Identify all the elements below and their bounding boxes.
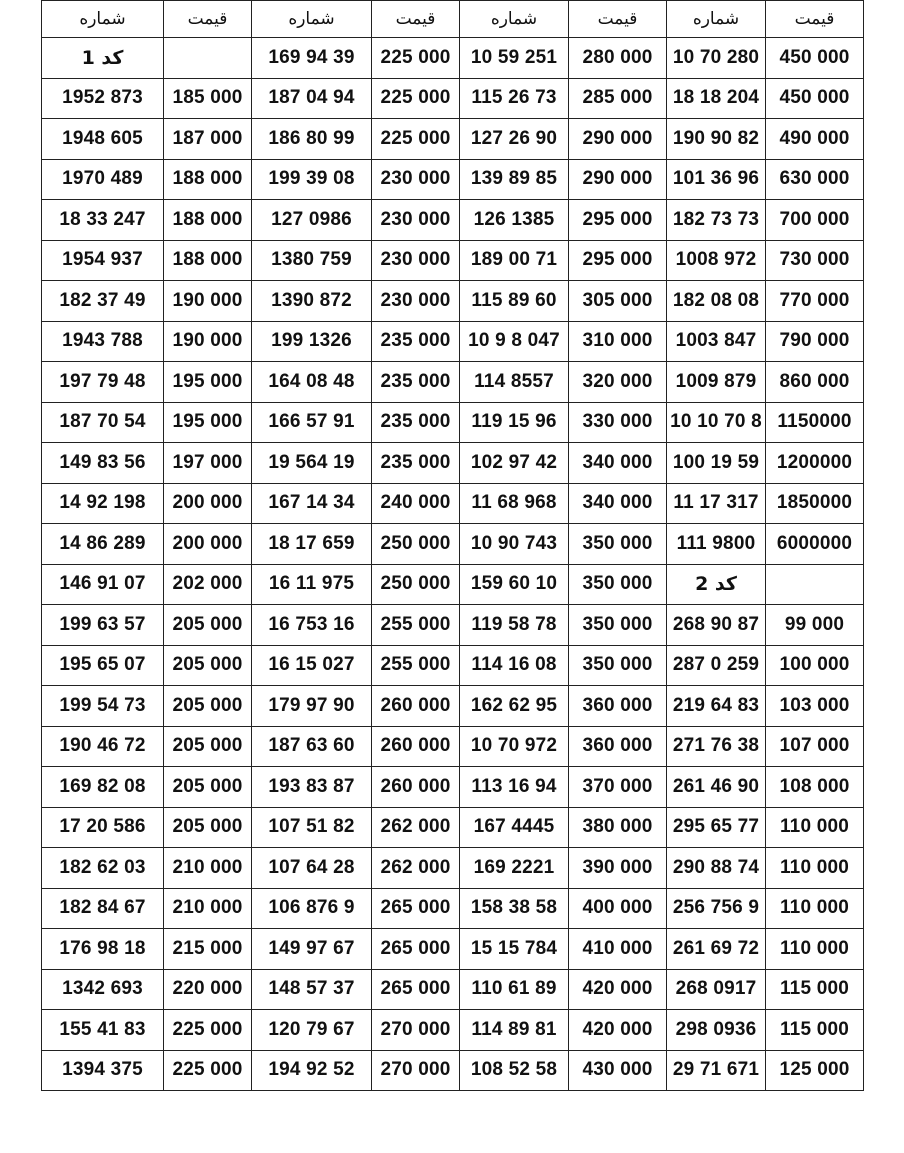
number-cell: 187 04 94 bbox=[252, 78, 372, 119]
number-cell: 126 1385 bbox=[460, 200, 569, 241]
number-cell: 290 88 74 bbox=[667, 848, 766, 889]
table-row bbox=[42, 159, 864, 200]
number-cell: 193 83 87 bbox=[252, 767, 372, 808]
table-row bbox=[42, 767, 864, 808]
price-cell: 262 000 bbox=[372, 807, 460, 848]
number-cell: 159 60 10 bbox=[460, 564, 569, 605]
number-cell: 287 0 259 bbox=[667, 645, 766, 686]
price-cell: 230 000 bbox=[372, 240, 460, 281]
price-cell: 230 000 bbox=[372, 281, 460, 322]
price-cell: 188 000 bbox=[164, 200, 252, 241]
table-row bbox=[42, 807, 864, 848]
table-row bbox=[42, 564, 864, 605]
price-cell: 420 000 bbox=[569, 969, 667, 1010]
price-cell: 110 000 bbox=[766, 807, 864, 848]
number-cell: 10 59 251 bbox=[460, 38, 569, 79]
price-cell: 220 000 bbox=[164, 969, 252, 1010]
price-cell: 185 000 bbox=[164, 78, 252, 119]
price-cell: 260 000 bbox=[372, 686, 460, 727]
column-header-price: قيمت bbox=[569, 1, 667, 38]
number-cell: 162 62 95 bbox=[460, 686, 569, 727]
number-cell: 139 89 85 bbox=[460, 159, 569, 200]
number-cell: 169 94 39 bbox=[252, 38, 372, 79]
price-cell: 125 000 bbox=[766, 1050, 864, 1091]
number-cell: 146 91 07 bbox=[42, 564, 164, 605]
number-cell: 119 15 96 bbox=[460, 402, 569, 443]
number-cell: 16 753 16 bbox=[252, 605, 372, 646]
price-cell: 225 000 bbox=[372, 38, 460, 79]
price-cell: 205 000 bbox=[164, 605, 252, 646]
table-row bbox=[42, 848, 864, 889]
price-cell: 99 000 bbox=[766, 605, 864, 646]
price-cell: 200 000 bbox=[164, 483, 252, 524]
price-cell: 205 000 bbox=[164, 645, 252, 686]
price-cell: 260 000 bbox=[372, 726, 460, 767]
table-row bbox=[42, 78, 864, 119]
number-cell: 114 8557 bbox=[460, 362, 569, 403]
table-row bbox=[42, 969, 864, 1010]
number-cell: 268 90 87 bbox=[667, 605, 766, 646]
number-cell: 127 0986 bbox=[252, 200, 372, 241]
column-header-number: شماره bbox=[42, 1, 164, 38]
number-cell: 271 76 38 bbox=[667, 726, 766, 767]
price-cell: 250 000 bbox=[372, 564, 460, 605]
price-cell: 115 000 bbox=[766, 1010, 864, 1051]
number-cell: 114 89 81 bbox=[460, 1010, 569, 1051]
number-cell: 17 20 586 bbox=[42, 807, 164, 848]
price-cell: 235 000 bbox=[372, 402, 460, 443]
number-cell: 176 98 18 bbox=[42, 929, 164, 970]
price-cell: 205 000 bbox=[164, 686, 252, 727]
price-cell: 190 000 bbox=[164, 321, 252, 362]
price-cell: 110 000 bbox=[766, 848, 864, 889]
price-cell: 390 000 bbox=[569, 848, 667, 889]
number-cell: 167 4445 bbox=[460, 807, 569, 848]
price-cell: 190 000 bbox=[164, 281, 252, 322]
number-cell: 10 9 8 047 bbox=[460, 321, 569, 362]
column-header-number: شماره bbox=[252, 1, 372, 38]
price-cell: 305 000 bbox=[569, 281, 667, 322]
price-cell: 202 000 bbox=[164, 564, 252, 605]
number-cell: 158 38 58 bbox=[460, 888, 569, 929]
number-cell: 189 00 71 bbox=[460, 240, 569, 281]
price-cell: 265 000 bbox=[372, 888, 460, 929]
number-cell: 10 90 743 bbox=[460, 524, 569, 565]
number-cell: 182 62 03 bbox=[42, 848, 164, 889]
price-cell: 295 000 bbox=[569, 240, 667, 281]
number-cell: 182 08 08 bbox=[667, 281, 766, 322]
number-cell: 194 92 52 bbox=[252, 1050, 372, 1091]
price-cell: 860 000 bbox=[766, 362, 864, 403]
number-cell: 127 26 90 bbox=[460, 119, 569, 160]
table-row bbox=[42, 362, 864, 403]
price-cell: 115 000 bbox=[766, 969, 864, 1010]
price-cell: 360 000 bbox=[569, 726, 667, 767]
table-row bbox=[42, 240, 864, 281]
price-cell: 430 000 bbox=[569, 1050, 667, 1091]
number-cell: 199 39 08 bbox=[252, 159, 372, 200]
number-cell: 182 37 49 bbox=[42, 281, 164, 322]
price-cell: 110 000 bbox=[766, 888, 864, 929]
price-cell: 1200000 bbox=[766, 443, 864, 484]
price-cell: 410 000 bbox=[569, 929, 667, 970]
price-cell: 107 000 bbox=[766, 726, 864, 767]
number-cell: 115 89 60 bbox=[460, 281, 569, 322]
number-cell: 256 756 9 bbox=[667, 888, 766, 929]
code-section-label: كد 1 bbox=[42, 38, 164, 79]
price-cell: 235 000 bbox=[372, 321, 460, 362]
price-cell: 225 000 bbox=[372, 78, 460, 119]
number-cell: 199 54 73 bbox=[42, 686, 164, 727]
number-cell: 1003 847 bbox=[667, 321, 766, 362]
price-cell: 200 000 bbox=[164, 524, 252, 565]
code-section-label: كد 2 bbox=[667, 564, 766, 605]
table-row bbox=[42, 726, 864, 767]
price-cell: 340 000 bbox=[569, 443, 667, 484]
number-cell: 179 97 90 bbox=[252, 686, 372, 727]
number-cell: 199 63 57 bbox=[42, 605, 164, 646]
number-cell: 16 11 975 bbox=[252, 564, 372, 605]
price-cell: 380 000 bbox=[569, 807, 667, 848]
table-header-row bbox=[42, 1, 864, 38]
number-cell: 298 0936 bbox=[667, 1010, 766, 1051]
price-cell: 230 000 bbox=[372, 159, 460, 200]
price-cell: 450 000 bbox=[766, 38, 864, 79]
number-cell: 1342 693 bbox=[42, 969, 164, 1010]
price-cell: 205 000 bbox=[164, 726, 252, 767]
price-cell: 197 000 bbox=[164, 443, 252, 484]
price-cell: 630 000 bbox=[766, 159, 864, 200]
table-row bbox=[42, 1010, 864, 1051]
number-cell: 106 876 9 bbox=[252, 888, 372, 929]
price-cell: 100 000 bbox=[766, 645, 864, 686]
number-cell: 261 69 72 bbox=[667, 929, 766, 970]
number-cell: 111 9800 bbox=[667, 524, 766, 565]
number-cell: 100 19 59 bbox=[667, 443, 766, 484]
number-cell: 1394 375 bbox=[42, 1050, 164, 1091]
price-cell: 265 000 bbox=[372, 969, 460, 1010]
number-cell: 107 51 82 bbox=[252, 807, 372, 848]
number-cell: 195 65 07 bbox=[42, 645, 164, 686]
number-cell: 14 92 198 bbox=[42, 483, 164, 524]
price-cell: 450 000 bbox=[766, 78, 864, 119]
price-cell: 770 000 bbox=[766, 281, 864, 322]
number-cell: 14 86 289 bbox=[42, 524, 164, 565]
price-cell: 255 000 bbox=[372, 605, 460, 646]
number-cell: 11 68 968 bbox=[460, 483, 569, 524]
price-cell: 225 000 bbox=[164, 1050, 252, 1091]
price-cell: 340 000 bbox=[569, 483, 667, 524]
number-cell: 120 79 67 bbox=[252, 1010, 372, 1051]
price-cell: 230 000 bbox=[372, 200, 460, 241]
table-row bbox=[42, 1050, 864, 1091]
number-cell: 149 97 67 bbox=[252, 929, 372, 970]
column-header-price: قيمت bbox=[766, 1, 864, 38]
number-cell: 190 46 72 bbox=[42, 726, 164, 767]
price-cell: 320 000 bbox=[569, 362, 667, 403]
number-cell: 18 18 204 bbox=[667, 78, 766, 119]
number-cell: 182 84 67 bbox=[42, 888, 164, 929]
number-cell: 166 57 91 bbox=[252, 402, 372, 443]
number-cell: 1948 605 bbox=[42, 119, 164, 160]
number-cell: 108 52 58 bbox=[460, 1050, 569, 1091]
number-cell: 110 61 89 bbox=[460, 969, 569, 1010]
price-cell: 205 000 bbox=[164, 767, 252, 808]
price-cell: 262 000 bbox=[372, 848, 460, 889]
number-cell: 119 58 78 bbox=[460, 605, 569, 646]
price-cell: 188 000 bbox=[164, 159, 252, 200]
price-cell: 195 000 bbox=[164, 362, 252, 403]
number-cell: 187 70 54 bbox=[42, 402, 164, 443]
price-cell: 350 000 bbox=[569, 645, 667, 686]
table-row bbox=[42, 645, 864, 686]
number-cell: 1952 873 bbox=[42, 78, 164, 119]
price-cell: 215 000 bbox=[164, 929, 252, 970]
number-cell: 15 15 784 bbox=[460, 929, 569, 970]
price-cell: 730 000 bbox=[766, 240, 864, 281]
table-row bbox=[42, 402, 864, 443]
number-cell: 148 57 37 bbox=[252, 969, 372, 1010]
price-cell: 225 000 bbox=[164, 1010, 252, 1051]
table-row bbox=[42, 524, 864, 565]
number-cell: 268 0917 bbox=[667, 969, 766, 1010]
price-cell: 255 000 bbox=[372, 645, 460, 686]
price-cell: 350 000 bbox=[569, 605, 667, 646]
column-header-number: شماره bbox=[667, 1, 766, 38]
number-cell: 190 90 82 bbox=[667, 119, 766, 160]
table-row bbox=[42, 929, 864, 970]
price-cell: 290 000 bbox=[569, 159, 667, 200]
price-cell: 250 000 bbox=[372, 524, 460, 565]
number-cell: 10 10 70 8 bbox=[667, 402, 766, 443]
price-cell: 295 000 bbox=[569, 200, 667, 241]
number-cell: 169 82 08 bbox=[42, 767, 164, 808]
price-cell: 270 000 bbox=[372, 1010, 460, 1051]
price-cell: 290 000 bbox=[569, 119, 667, 160]
price-table bbox=[41, 0, 864, 1091]
price-cell: 6000000 bbox=[766, 524, 864, 565]
number-cell: 1970 489 bbox=[42, 159, 164, 200]
number-cell: 18 17 659 bbox=[252, 524, 372, 565]
table-row bbox=[42, 119, 864, 160]
price-cell: 188 000 bbox=[164, 240, 252, 281]
number-cell: 1390 872 bbox=[252, 281, 372, 322]
number-cell: 199 1326 bbox=[252, 321, 372, 362]
number-cell: 1009 879 bbox=[667, 362, 766, 403]
table-body bbox=[42, 38, 864, 1091]
table-row bbox=[42, 321, 864, 362]
number-cell: 1380 759 bbox=[252, 240, 372, 281]
price-cell: 790 000 bbox=[766, 321, 864, 362]
price-cell: 235 000 bbox=[372, 443, 460, 484]
column-header-price: قيمت bbox=[164, 1, 252, 38]
column-header-number: شماره bbox=[460, 1, 569, 38]
number-cell: 10 70 972 bbox=[460, 726, 569, 767]
price-cell: 280 000 bbox=[569, 38, 667, 79]
number-cell: 295 65 77 bbox=[667, 807, 766, 848]
price-cell: 195 000 bbox=[164, 402, 252, 443]
price-cell: 270 000 bbox=[372, 1050, 460, 1091]
table-row bbox=[42, 888, 864, 929]
price-cell: 108 000 bbox=[766, 767, 864, 808]
table-row bbox=[42, 483, 864, 524]
price-cell: 103 000 bbox=[766, 686, 864, 727]
price-cell: 240 000 bbox=[372, 483, 460, 524]
price-cell: 260 000 bbox=[372, 767, 460, 808]
number-cell: 182 73 73 bbox=[667, 200, 766, 241]
price-cell: 490 000 bbox=[766, 119, 864, 160]
number-cell: 101 36 96 bbox=[667, 159, 766, 200]
price-cell: 420 000 bbox=[569, 1010, 667, 1051]
table-row bbox=[42, 443, 864, 484]
table-row bbox=[42, 281, 864, 322]
number-cell: 167 14 34 bbox=[252, 483, 372, 524]
price-cell: 700 000 bbox=[766, 200, 864, 241]
price-cell: 370 000 bbox=[569, 767, 667, 808]
number-cell: 1008 972 bbox=[667, 240, 766, 281]
number-cell: 19 564 19 bbox=[252, 443, 372, 484]
number-cell: 219 64 83 bbox=[667, 686, 766, 727]
number-cell: 114 16 08 bbox=[460, 645, 569, 686]
number-cell: 1943 788 bbox=[42, 321, 164, 362]
number-cell: 29 71 671 bbox=[667, 1050, 766, 1091]
price-cell: 110 000 bbox=[766, 929, 864, 970]
price-cell: 285 000 bbox=[569, 78, 667, 119]
price-cell: 310 000 bbox=[569, 321, 667, 362]
number-cell: 10 70 280 bbox=[667, 38, 766, 79]
number-cell: 107 64 28 bbox=[252, 848, 372, 889]
number-cell: 169 2221 bbox=[460, 848, 569, 889]
price-cell bbox=[164, 38, 252, 79]
number-cell: 164 08 48 bbox=[252, 362, 372, 403]
number-cell: 197 79 48 bbox=[42, 362, 164, 403]
number-cell: 11 17 317 bbox=[667, 483, 766, 524]
price-cell bbox=[766, 564, 864, 605]
table-row bbox=[42, 200, 864, 241]
price-cell: 265 000 bbox=[372, 929, 460, 970]
number-cell: 1954 937 bbox=[42, 240, 164, 281]
price-cell: 1850000 bbox=[766, 483, 864, 524]
number-cell: 113 16 94 bbox=[460, 767, 569, 808]
price-cell: 210 000 bbox=[164, 888, 252, 929]
number-cell: 261 46 90 bbox=[667, 767, 766, 808]
price-cell: 225 000 bbox=[372, 119, 460, 160]
table-row bbox=[42, 38, 864, 79]
number-cell: 149 83 56 bbox=[42, 443, 164, 484]
price-cell: 330 000 bbox=[569, 402, 667, 443]
number-cell: 155 41 83 bbox=[42, 1010, 164, 1051]
column-header-price: قيمت bbox=[372, 1, 460, 38]
price-cell: 360 000 bbox=[569, 686, 667, 727]
price-cell: 205 000 bbox=[164, 807, 252, 848]
price-cell: 350 000 bbox=[569, 524, 667, 565]
table-row bbox=[42, 686, 864, 727]
price-cell: 235 000 bbox=[372, 362, 460, 403]
price-cell: 210 000 bbox=[164, 848, 252, 889]
price-cell: 1150000 bbox=[766, 402, 864, 443]
price-cell: 400 000 bbox=[569, 888, 667, 929]
number-cell: 16 15 027 bbox=[252, 645, 372, 686]
number-cell: 18 33 247 bbox=[42, 200, 164, 241]
number-cell: 102 97 42 bbox=[460, 443, 569, 484]
number-cell: 187 63 60 bbox=[252, 726, 372, 767]
number-cell: 115 26 73 bbox=[460, 78, 569, 119]
table-row bbox=[42, 605, 864, 646]
price-cell: 187 000 bbox=[164, 119, 252, 160]
number-cell: 186 80 99 bbox=[252, 119, 372, 160]
price-cell: 350 000 bbox=[569, 564, 667, 605]
